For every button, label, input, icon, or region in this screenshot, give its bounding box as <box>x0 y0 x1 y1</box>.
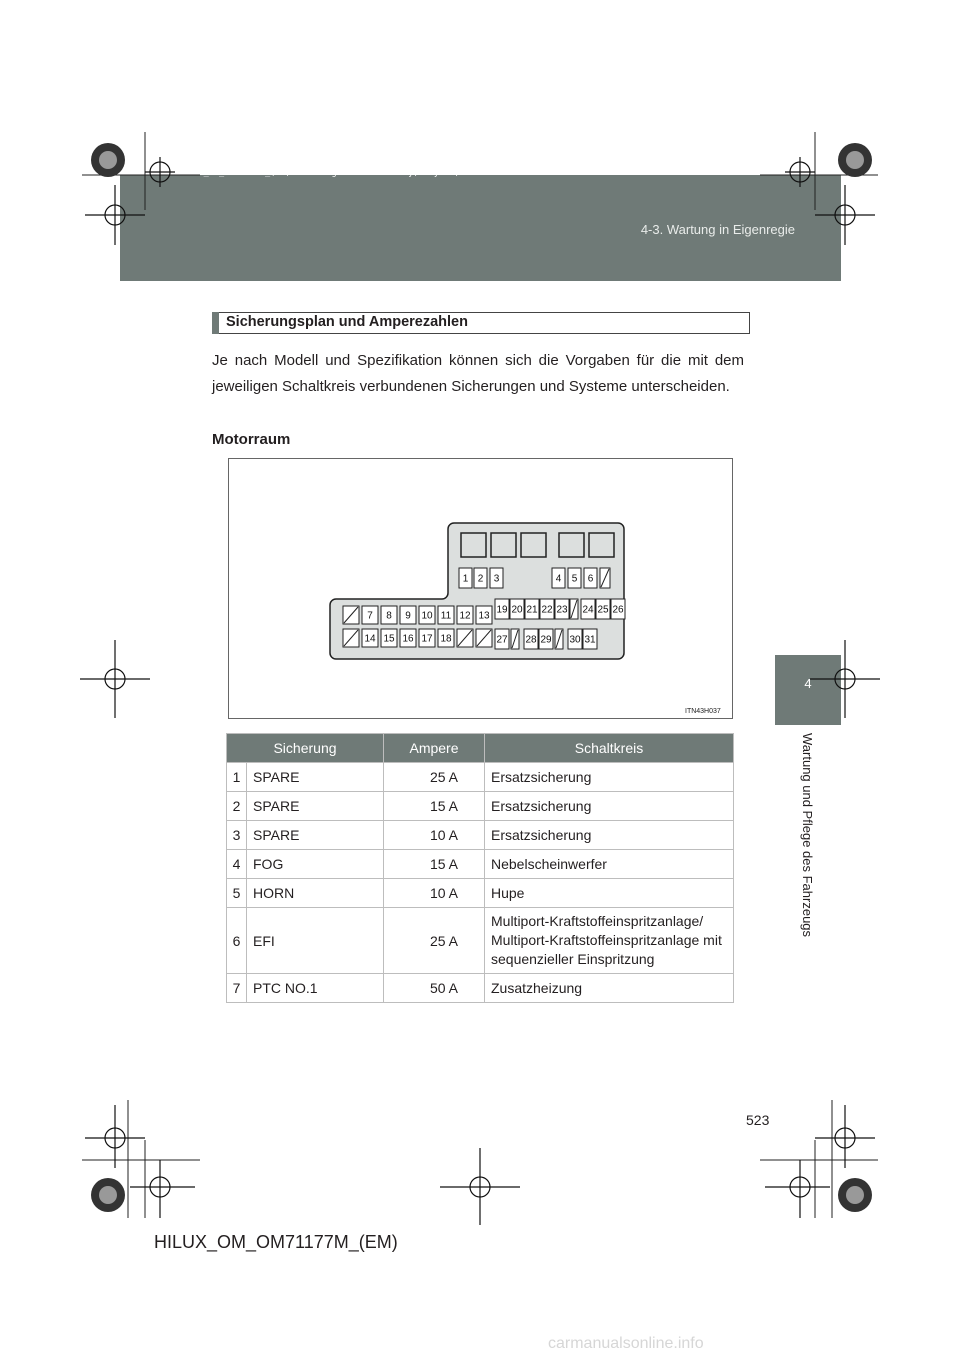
fuse-name: HORN <box>247 879 384 908</box>
fuse-ampere: 50 A <box>384 974 485 1003</box>
fuse-label: 6 <box>587 573 594 585</box>
chapter-title: Wartung und Pflege des Fahrzeugs <box>800 733 815 938</box>
fuse-label: 22 <box>541 604 553 616</box>
section-heading: Sicherungsplan und Amperezahlen <box>226 314 468 330</box>
fuse-label: 2 <box>477 573 484 585</box>
color-wheel-icon <box>91 143 872 1212</box>
fuse-name: FOG <box>247 850 384 879</box>
fuse-label: 26 <box>612 604 624 616</box>
fuse-ampere: 25 A <box>384 763 485 792</box>
fuse-label: 20 <box>511 604 523 616</box>
fuse-label: 16 <box>402 633 414 645</box>
header-fuse: Sicherung <box>227 734 384 763</box>
figure-code: ITN43H037 <box>685 708 721 715</box>
fuse-label: 11 <box>440 610 452 622</box>
fuse-label: 17 <box>421 633 433 645</box>
fuse-number: 7 <box>227 974 247 1003</box>
fuse-name: PTC NO.1 <box>247 974 384 1003</box>
fuse-label: 15 <box>383 633 395 645</box>
fuse-circuit: Ersatzsicherung <box>485 792 734 821</box>
fuse-name: SPARE <box>247 821 384 850</box>
fuse-ampere: 25 A <box>384 908 485 974</box>
fuse-ampere: 10 A <box>384 821 485 850</box>
page-number: 523 <box>746 1112 770 1128</box>
fuse-label: 1 <box>462 573 469 585</box>
fuse-label: 7 <box>367 610 373 622</box>
document-code: HILUX_OM_OM71177M_(EM) <box>154 1232 398 1252</box>
header-circuit: Schaltkreis <box>485 734 734 763</box>
chapter-number: 4 <box>804 676 812 691</box>
fuse-label: 23 <box>556 604 568 616</box>
fuse-label: 18 <box>440 633 452 645</box>
fuse-label: 31 <box>584 634 596 646</box>
header-ampere: Ampere <box>384 734 485 763</box>
fuse-label: 8 <box>386 610 392 622</box>
fuse-name: EFI <box>247 908 384 974</box>
fuse-circuit: Hupe <box>485 879 734 908</box>
fuse-ampere: 15 A <box>384 850 485 879</box>
fuse-number: 2 <box>227 792 247 821</box>
fuse-name: SPARE <box>247 792 384 821</box>
fuse-number: 5 <box>227 879 247 908</box>
fuse-label: 5 <box>571 573 578 585</box>
subheading: Motorraum <box>212 431 291 448</box>
print-info: HILUX_OM_OM71177M_(EM).book Page 523 Wednesday, May 16, 2012 1:28 PM <box>178 168 526 178</box>
fuse-circuit: Multiport-Kraftstoffeinspritzanlage/ Multiport-Kraftstoffeinspritzanlage mit sequenzieller Einspritzung <box>485 908 734 974</box>
fuse-label: 3 <box>493 573 500 585</box>
watermark: carmanualsonline.info <box>548 1335 704 1352</box>
fuse-circuit: Ersatzsicherung <box>485 821 734 850</box>
fuse-label: 30 <box>569 634 581 646</box>
fuse-number: 6 <box>227 908 247 974</box>
fuse-label: 25 <box>597 604 609 616</box>
fuse-label: 4 <box>555 573 562 585</box>
fuse-label: 12 <box>459 610 471 622</box>
fuse-name: SPARE <box>247 763 384 792</box>
fuse-label: 29 <box>540 634 552 646</box>
fuse-number: 4 <box>227 850 247 879</box>
fuse-label: 13 <box>478 610 490 622</box>
fuse-ampere: 15 A <box>384 792 485 821</box>
fuse-label: 9 <box>405 610 411 622</box>
fuse-number: 1 <box>227 763 247 792</box>
intro-paragraph: Je nach Modell und Spezifikation können sich die Vorgaben für die mit dem jeweiligen Schaltkreis verbundenen Sicherungen und Systeme unterscheiden. <box>212 352 744 395</box>
fuse-label: 28 <box>525 634 537 646</box>
fuse-circuit: Nebelscheinwerfer <box>485 850 734 879</box>
fuse-circuit: Zusatzheizung <box>485 974 734 1003</box>
fuse-label: 21 <box>526 604 538 616</box>
fuse-label: 10 <box>421 610 433 622</box>
fuse-label: 19 <box>496 604 508 616</box>
fuse-number: 3 <box>227 821 247 850</box>
fuse-label: 24 <box>582 604 594 616</box>
fuse-circuit: Ersatzsicherung <box>485 763 734 792</box>
fuse-ampere: 10 A <box>384 879 485 908</box>
section-title: 4-3. Wartung in Eigenregie <box>640 222 795 237</box>
fuse-label: 27 <box>496 634 508 646</box>
registration-target-icon <box>80 157 880 1225</box>
fuse-label: 14 <box>364 633 376 645</box>
